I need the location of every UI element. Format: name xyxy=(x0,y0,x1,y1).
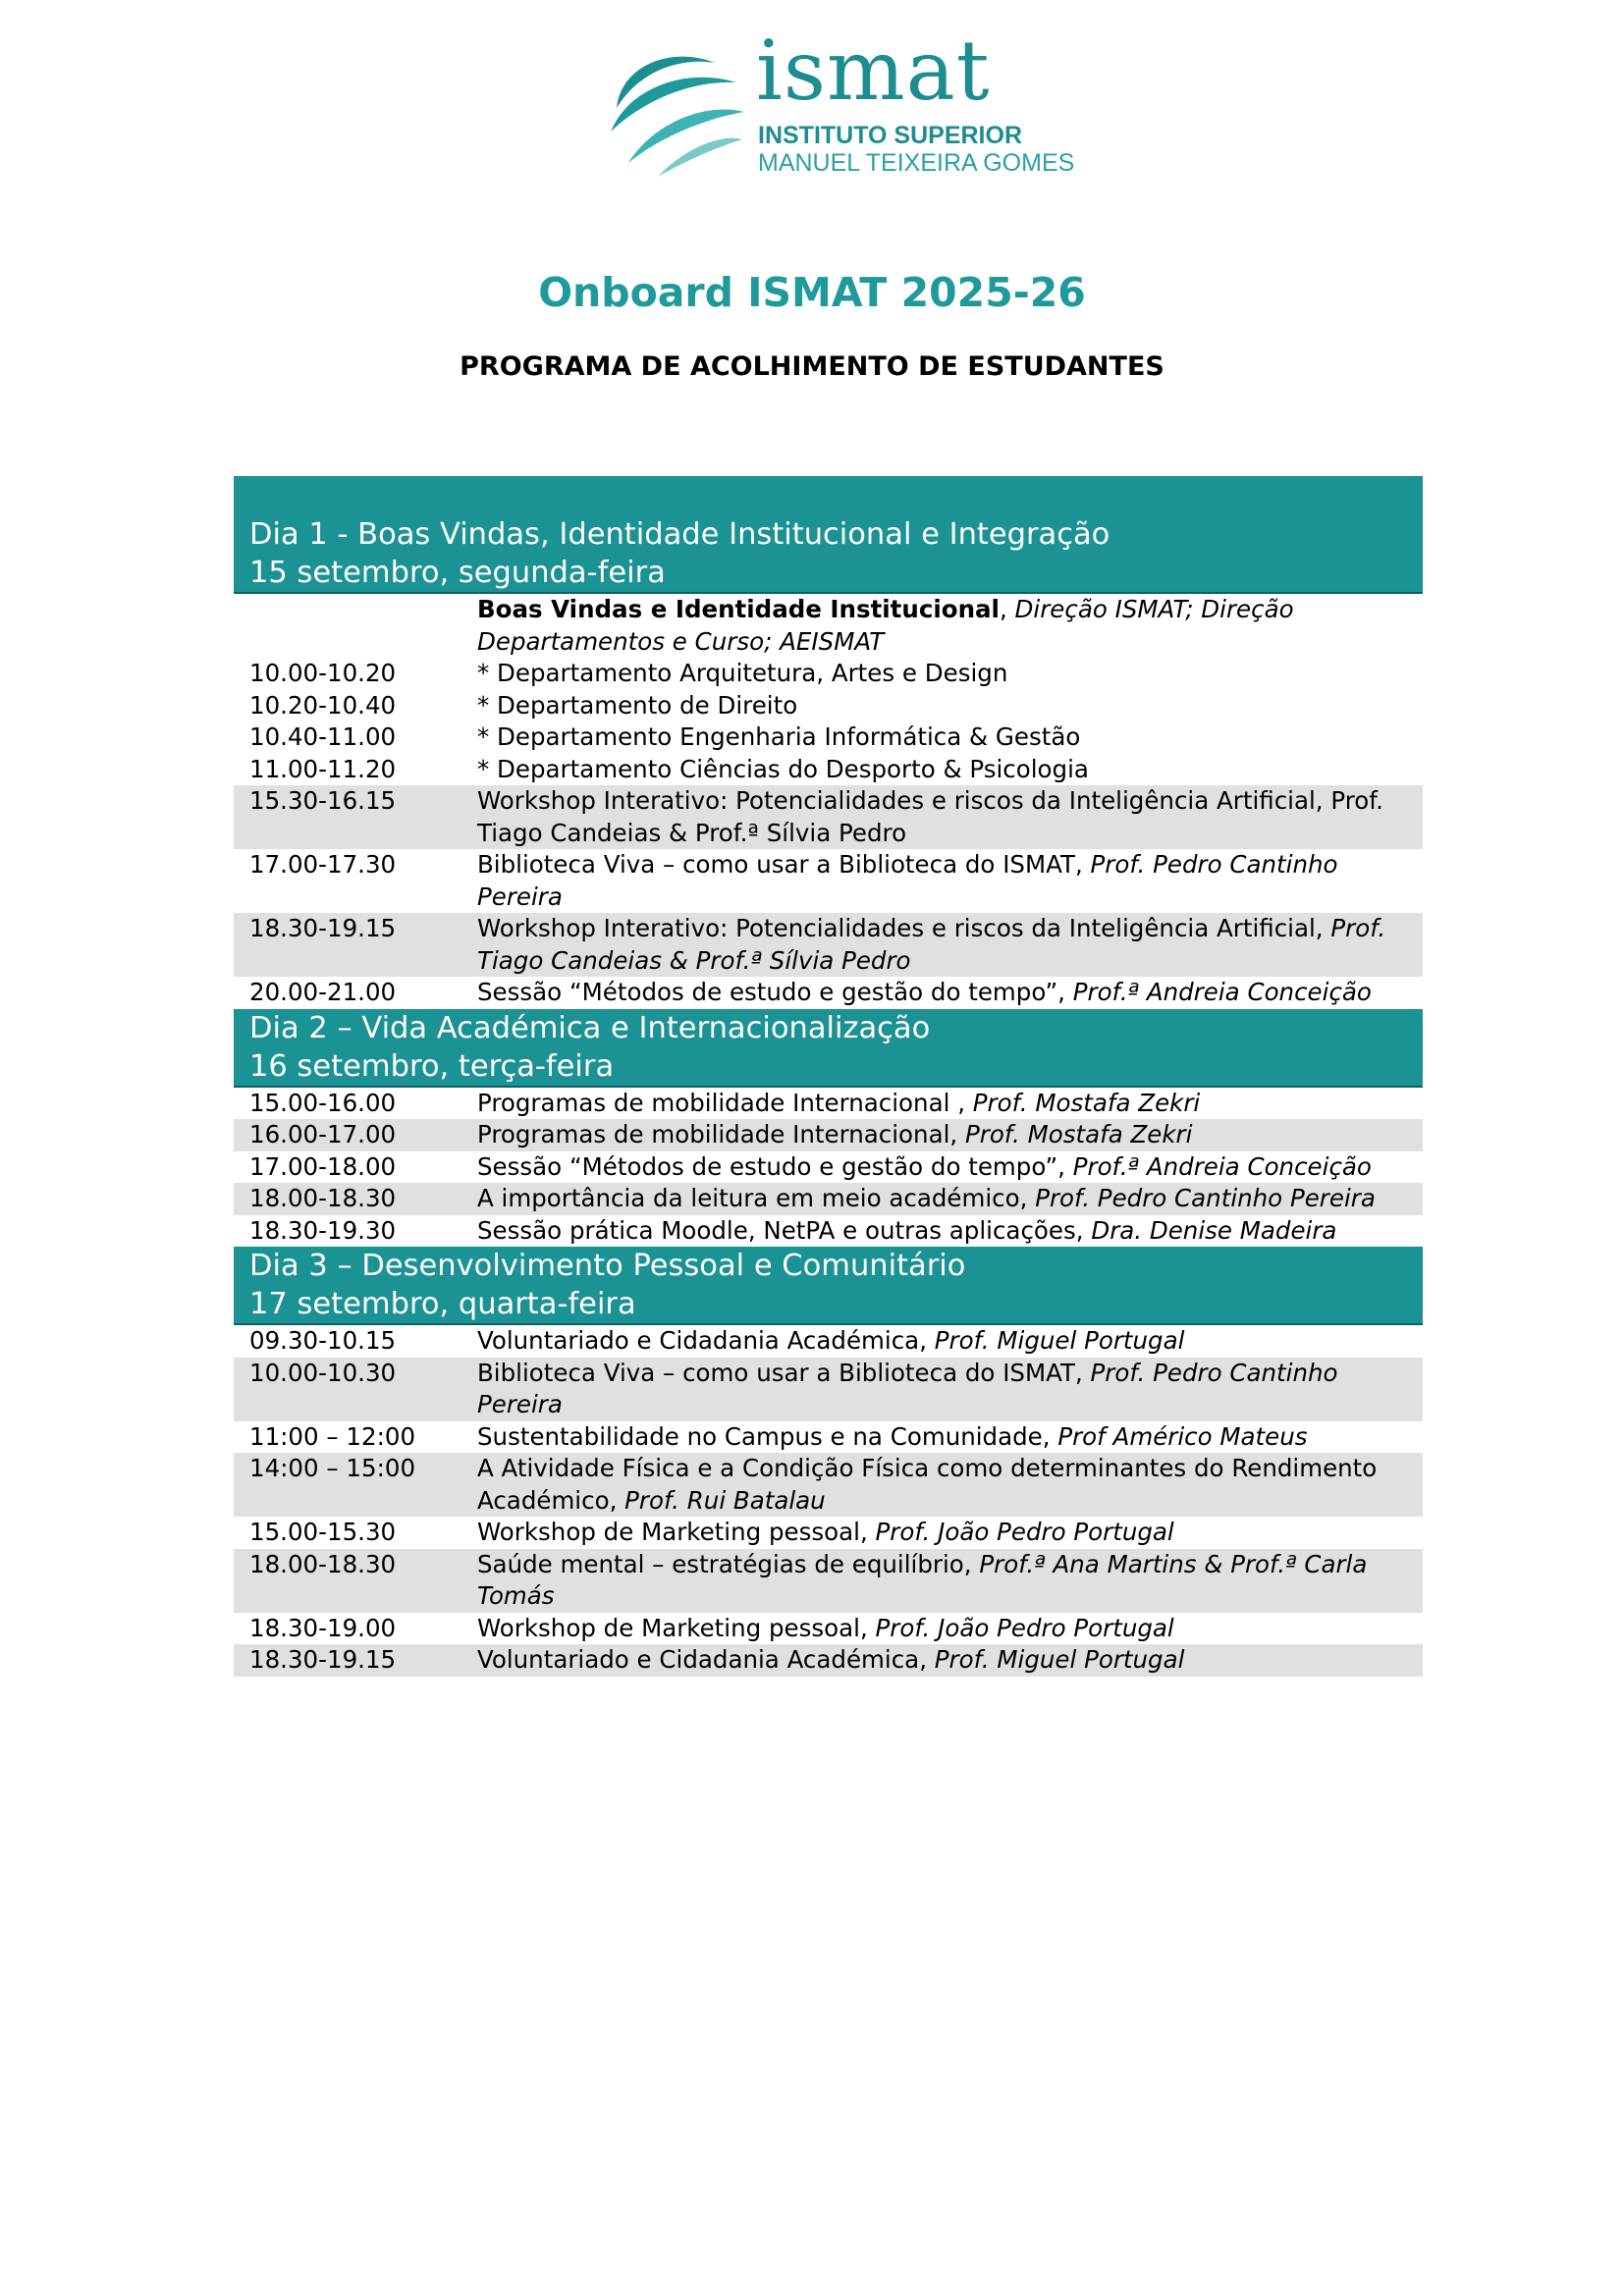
session-separator: , xyxy=(859,1613,876,1642)
table-row xyxy=(234,754,1423,786)
session-desc xyxy=(477,690,1423,722)
session-time: 18.30-19.30 xyxy=(249,1215,397,1245)
session-speaker: Prof Américo Mateus xyxy=(1057,1421,1308,1451)
session-desc xyxy=(477,913,1423,977)
session-title: Sessão prática Moodle, NetPA e outras aplicações xyxy=(477,1215,1076,1245)
table-row xyxy=(234,1325,1423,1358)
session-title: Sessão “Métodos de estudo e gestão do tempo” xyxy=(477,978,1058,1006)
table-row xyxy=(234,1358,1423,1421)
session-desc xyxy=(477,1517,1423,1549)
table-row xyxy=(234,785,1423,849)
table-row xyxy=(234,1549,1423,1613)
session-desc xyxy=(477,1088,1423,1120)
session-separator: , xyxy=(609,1485,625,1515)
session-speaker: Prof. João Pedro Portugal xyxy=(875,1518,1174,1546)
session-speaker: Prof. Tiago Candeias & Prof.ª Sílvia Pedro xyxy=(477,914,1386,975)
session-title: Programas de mobilidade Internacional xyxy=(477,1120,950,1148)
session-separator: , xyxy=(963,1549,980,1578)
session-title: Sessão “Métodos de estudo e gestão do tempo” xyxy=(477,1151,1058,1181)
table-row xyxy=(234,1215,1423,1248)
session-speaker: Prof. Rui Batalau xyxy=(624,1485,826,1515)
session-speaker: Prof.ª Ana Martins & Prof.ª Carla Tomás xyxy=(477,1549,1368,1610)
session-title: * Departamento Engenharia Informática & Gestão xyxy=(477,722,1081,751)
session-speaker: Prof. Pedro Cantinho Pereira xyxy=(477,850,1338,911)
session-time: 10.00-10.30 xyxy=(249,1358,397,1387)
session-separator: , xyxy=(949,1120,965,1148)
session-separator: , xyxy=(1019,1184,1036,1212)
session-desc xyxy=(477,849,1423,913)
session-title: Biblioteca Viva – como usar a Biblioteca do ISMAT xyxy=(477,1358,1075,1387)
day-title: Dia 2 – Vida Académica e Internacionalização xyxy=(249,1010,931,1045)
page-subtitle: PROGRAMA DE ACOLHIMENTO DE ESTUDANTES xyxy=(460,351,1164,382)
logo-tagline-2: MANUEL TEIXEIRA GOMES xyxy=(758,149,1075,177)
session-desc xyxy=(477,594,1423,658)
logo-wordmark: ismat xyxy=(756,23,991,119)
session-time: 18.30-19.00 xyxy=(249,1613,397,1642)
session-time: 18.00-18.30 xyxy=(249,1549,397,1578)
session-title: Workshop de Marketing pessoal xyxy=(477,1518,860,1546)
session-desc xyxy=(477,754,1423,786)
session-desc xyxy=(477,1325,1423,1358)
day-header xyxy=(234,476,1423,594)
session-desc xyxy=(477,1119,1423,1151)
session-separator: , xyxy=(1075,1215,1092,1245)
session-desc xyxy=(477,1549,1423,1613)
table-row xyxy=(234,1453,1423,1517)
session-speaker: Prof.ª Andreia Conceição xyxy=(1072,1151,1372,1181)
session-title: Workshop Interativo: Potencialidades e riscos da Inteligência Artificial xyxy=(477,914,1316,942)
table-row xyxy=(234,1183,1423,1215)
session-speaker: Prof. Miguel Portugal xyxy=(934,1645,1185,1674)
day-date: 16 setembro, terça-feira xyxy=(249,1048,615,1084)
schedule-table xyxy=(234,476,1423,1677)
session-time: 11:00 – 12:00 xyxy=(249,1421,416,1451)
table-row xyxy=(234,977,1423,1009)
session-title: Sustentabilidade no Campus e na Comunidade xyxy=(477,1421,1043,1451)
session-separator: , xyxy=(957,1088,973,1117)
session-speaker: Prof. Pedro Cantinho Pereira xyxy=(1035,1184,1376,1212)
session-title: A importância da leitura em meio académico xyxy=(477,1184,1020,1212)
session-speaker: Prof.ª Andreia Conceição xyxy=(1072,978,1372,1006)
table-row xyxy=(234,690,1423,722)
session-time: 18.30-19.15 xyxy=(249,1645,397,1674)
session-title: * Departamento Arquitetura, Artes e Design xyxy=(477,659,1008,687)
session-title: Programas de mobilidade Internacional xyxy=(477,1088,958,1117)
session-desc xyxy=(477,785,1423,849)
table-row xyxy=(234,849,1423,913)
session-title: Voluntariado e Cidadania Académica xyxy=(477,1645,920,1674)
session-time: 10.00-10.20 xyxy=(249,659,397,687)
session-desc xyxy=(477,658,1423,690)
session-time: 17.00-18.00 xyxy=(249,1151,397,1181)
session-separator: , xyxy=(1057,1151,1073,1181)
ismat-logo xyxy=(599,23,1075,185)
session-desc xyxy=(477,1644,1423,1677)
session-title: Workshop de Marketing pessoal xyxy=(477,1613,860,1642)
session-desc xyxy=(477,1453,1423,1517)
session-speaker: Dra. Denise Madeira xyxy=(1091,1215,1337,1245)
logo-swoosh-icon xyxy=(599,37,746,185)
table-row xyxy=(234,1151,1423,1184)
session-desc xyxy=(477,1421,1423,1454)
day-date: 15 setembro, segunda-feira xyxy=(249,556,666,590)
session-desc xyxy=(477,1215,1423,1248)
session-title: Workshop Interativo: Potencialidades e riscos da Inteligência Artificial, Prof. Tiago Candeias & Prof.ª Sílvia Pedro xyxy=(477,786,1383,847)
session-time: 15.00-16.00 xyxy=(249,1088,397,1117)
day-header xyxy=(234,1247,1423,1325)
session-speaker: Direção ISMAT; Direção Departamentos e Curso; AEISMAT xyxy=(477,595,1294,656)
session-time: 17.00-17.30 xyxy=(249,850,397,879)
session-desc xyxy=(477,1151,1423,1184)
session-title: Biblioteca Viva – como usar a Biblioteca do ISMAT xyxy=(477,850,1075,879)
day-title: Dia 1 - Boas Vindas, Identidade Institucional e Integração xyxy=(249,517,1110,552)
table-row xyxy=(234,658,1423,690)
session-time: 20.00-21.00 xyxy=(249,978,397,1006)
table-row xyxy=(234,1421,1423,1454)
session-time: 10.20-10.40 xyxy=(249,690,397,720)
session-desc xyxy=(477,1613,1423,1645)
session-time: 11.00-11.20 xyxy=(249,754,397,783)
day-title: Dia 3 – Desenvolvimento Pessoal e Comunitário xyxy=(249,1249,966,1283)
session-separator: , xyxy=(999,595,1015,623)
page-title: Onboard ISMAT 2025-26 xyxy=(538,269,1086,316)
table-row xyxy=(234,913,1423,977)
session-time: 10.40-11.00 xyxy=(249,722,397,751)
session-time: 15.30-16.15 xyxy=(249,786,397,815)
session-speaker: Prof. Mostafa Zekri xyxy=(972,1088,1201,1117)
session-speaker: Prof. Pedro Cantinho Pereira xyxy=(477,1358,1338,1418)
table-row xyxy=(234,721,1423,754)
day-header xyxy=(234,1009,1423,1088)
session-separator: , xyxy=(1074,850,1091,879)
session-time: 09.30-10.15 xyxy=(249,1326,397,1355)
table-row xyxy=(234,1517,1423,1549)
session-separator: , xyxy=(919,1645,935,1674)
session-time xyxy=(234,594,477,658)
table-row xyxy=(234,1088,1423,1120)
session-desc xyxy=(477,1358,1423,1421)
session-desc xyxy=(477,721,1423,754)
session-separator: , xyxy=(919,1326,935,1355)
session-speaker: Prof. Miguel Portugal xyxy=(934,1326,1185,1355)
table-row xyxy=(234,1119,1423,1151)
day-date: 17 setembro, quarta-feira xyxy=(249,1287,636,1321)
session-time: 14:00 – 15:00 xyxy=(249,1454,416,1482)
session-separator: , xyxy=(859,1518,876,1546)
session-desc xyxy=(477,1183,1423,1215)
session-time: 15.00-15.30 xyxy=(249,1518,397,1546)
session-separator: , xyxy=(1042,1421,1058,1451)
session-speaker: Prof. Mostafa Zekri xyxy=(964,1120,1193,1148)
session-separator: , xyxy=(1057,978,1073,1006)
session-separator: , xyxy=(1074,1358,1091,1387)
session-time: 16.00-17.00 xyxy=(249,1120,397,1148)
session-title: * Departamento Ciências do Desporto & Psicologia xyxy=(477,754,1089,783)
session-time: 18.30-19.15 xyxy=(249,914,397,942)
session-title: Saúde mental – estratégias de equilíbrio xyxy=(477,1549,964,1578)
session-speaker: Prof. João Pedro Portugal xyxy=(875,1613,1174,1642)
session-title: Boas Vindas e Identidade Institucional xyxy=(477,595,1000,623)
logo-tagline-1: INSTITUTO SUPERIOR xyxy=(758,122,1023,149)
session-separator: , xyxy=(1315,914,1331,942)
session-desc xyxy=(477,977,1423,1009)
table-row xyxy=(234,1613,1423,1645)
table-row xyxy=(234,594,1423,658)
table-row xyxy=(234,1644,1423,1677)
session-title: A Atividade Física e a Condição Física como determinantes do Rendimento Académico xyxy=(477,1454,1378,1515)
session-title: * Departamento de Direito xyxy=(477,690,798,720)
session-time: 18.00-18.30 xyxy=(249,1184,397,1212)
session-title: Voluntariado e Cidadania Académica xyxy=(477,1326,920,1355)
